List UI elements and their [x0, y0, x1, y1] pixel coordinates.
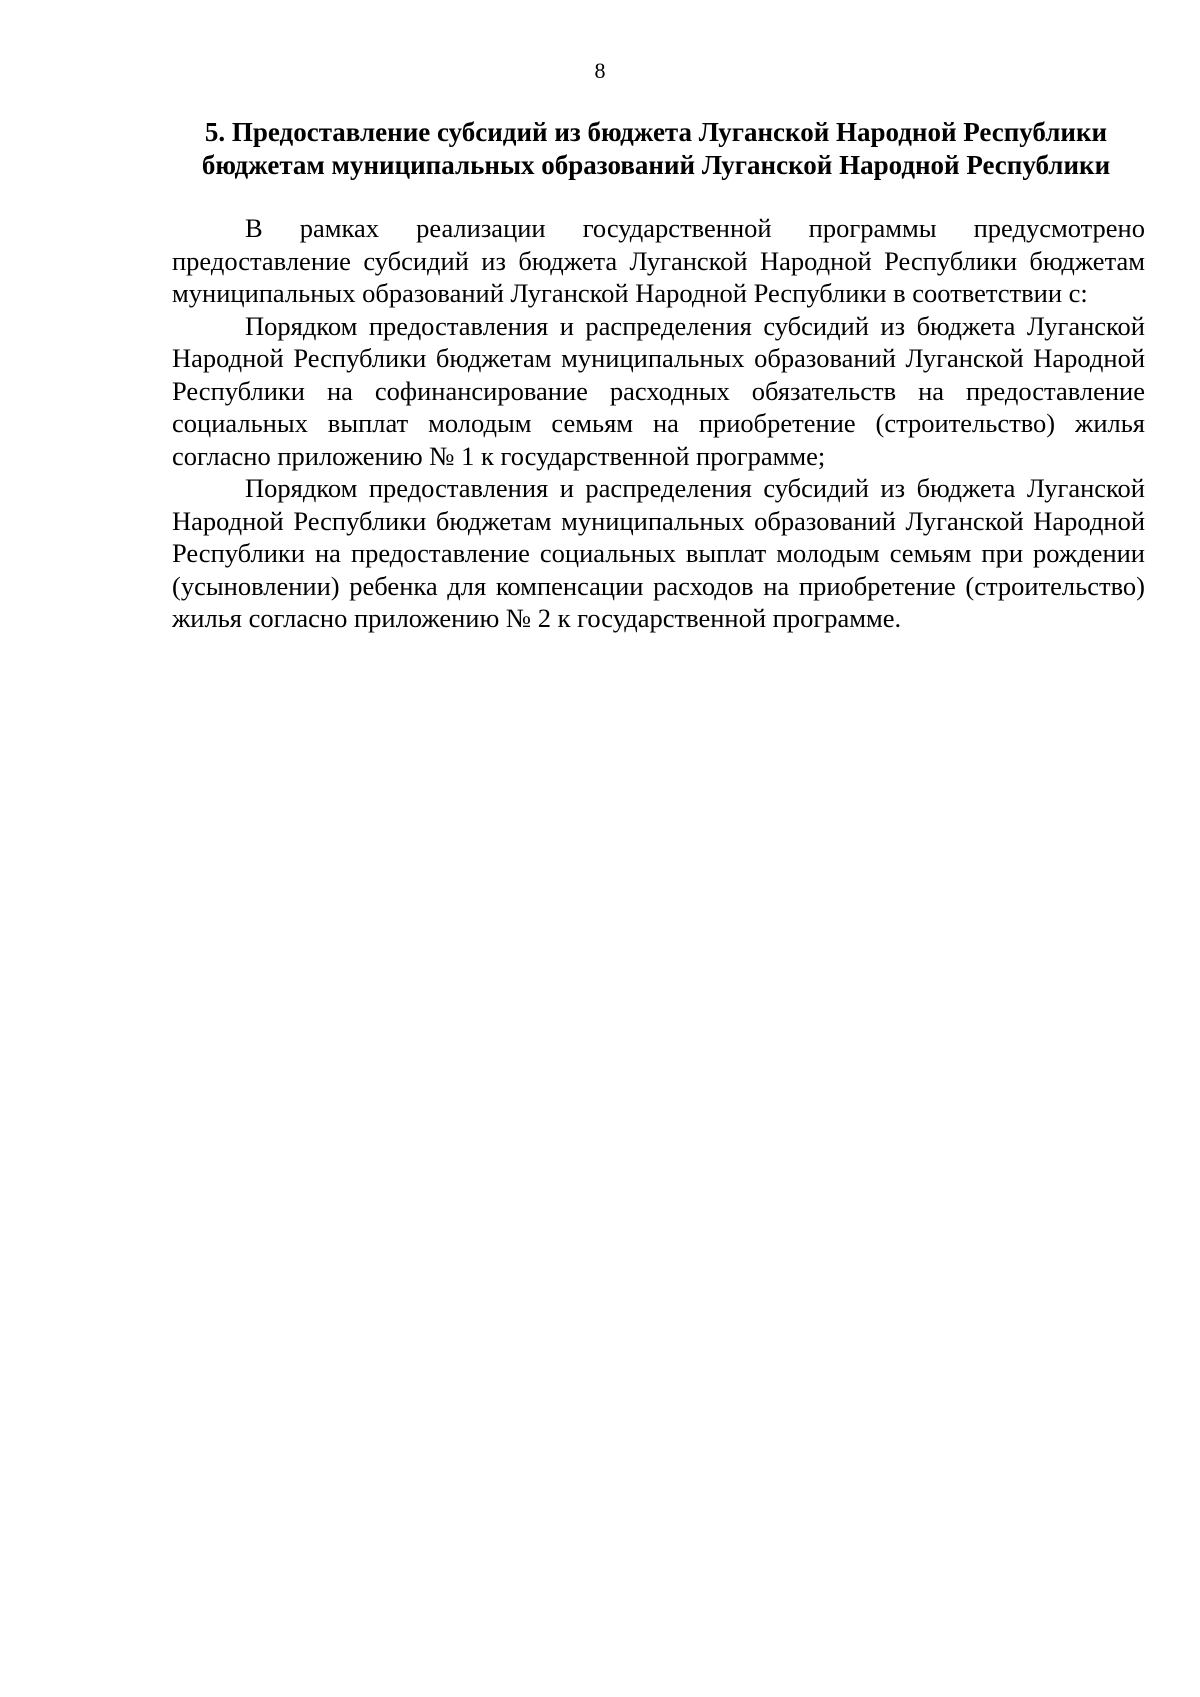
section-title-line-1: 5. Предоставление субсидий из бюджета Луганской Народной Республики [204, 117, 1108, 147]
paragraph-procedure-2: Порядком предоставления и распределения субсидий из бюджета Луганской Народной Республики бюджетам муниципальных образований Луганской Народной Республики на предоставление социальных выплат молодым семьям при рождении (усыновлении) ребенка для компенсации расходов на приобретение (строительство) жилья согласно приложению № 2 к государственной программе. [172, 473, 1145, 633]
section-title [172, 116, 1140, 182]
page-number: 8 [594, 58, 606, 83]
section-body [172, 212, 1145, 635]
section-title-line-2: бюджетам муниципальных образований Луганской Народной Республики [201, 150, 1111, 180]
paragraph-procedure-1: Порядком предоставления и распределения субсидий из бюджета Луганской Народной Республики бюджетам муниципальных образований Луганской Народной Республики на софинансирование расходных обязательств на предоставление социальных выплат молодым семьям на приобретение (строительство) жилья согласно приложению № 1 к государственной программе; [172, 310, 1145, 471]
paragraph-intro: В рамках реализации государственной программы предусмотрено предоставление субсидий из бюджета Луганской Народной Республики бюджетам муниципальных образований Луганской Народной Республики в соответствии с: [172, 213, 1145, 308]
